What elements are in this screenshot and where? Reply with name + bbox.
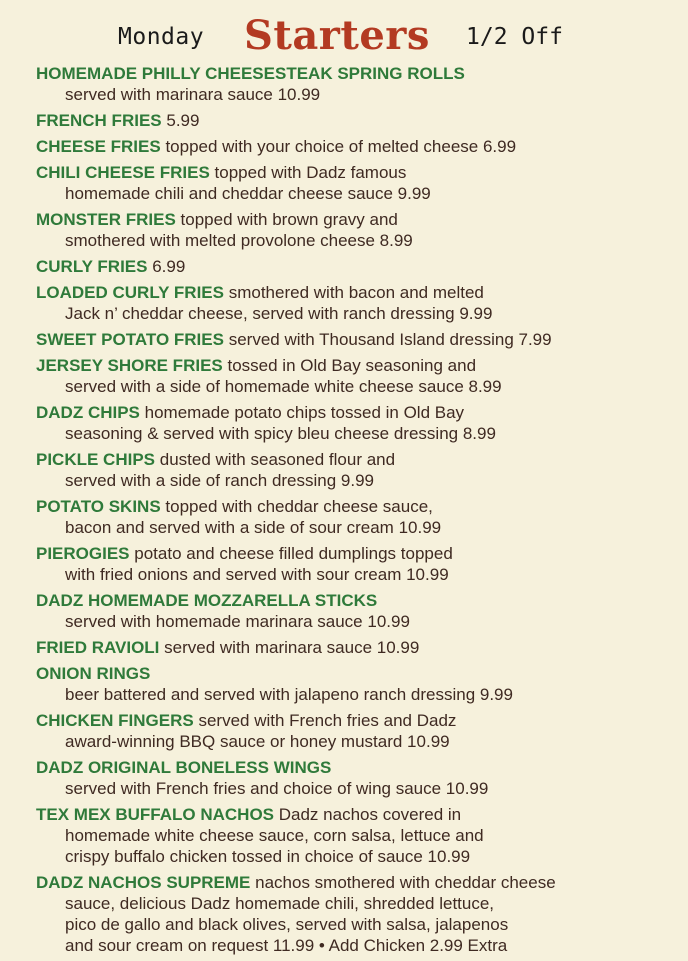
menu-item-first-line — [36, 710, 676, 731]
menu-item-description-line: and sour cream on request 11.99 • Add Chicken 2.99 Extra — [65, 936, 508, 955]
menu-item-description-line: served with a side of ranch dressing 9.99 — [65, 471, 375, 490]
menu-item-first-line — [36, 543, 676, 564]
menu-item-description: topped with your choice of melted cheese 6.99 — [165, 137, 517, 156]
menu-item-first-line — [36, 872, 676, 893]
menu-item — [36, 209, 676, 251]
menu-item-description: dusted with seasoned flour and — [159, 450, 396, 469]
menu-item — [36, 496, 676, 538]
menu-item — [36, 757, 676, 799]
menu-item-first-line — [36, 162, 676, 183]
menu-item-description: potato and cheese filled dumplings topped — [134, 544, 453, 563]
menu-item-first-line — [36, 402, 676, 423]
menu-item-name: DADZ NACHOS SUPREME — [36, 873, 251, 892]
menu-item-description-line: pico de gallo and black olives, served with salsa, jalapenos — [65, 915, 509, 934]
menu-item — [36, 110, 676, 131]
menu-item — [36, 872, 676, 956]
menu-item-name: CHILI CHEESE FRIES — [36, 163, 210, 182]
menu-item-description: 5.99 — [166, 111, 200, 130]
menu-item-description-line: crispy buffalo chicken tossed in choice of sauce 10.99 — [65, 847, 471, 866]
menu-item-name: PICKLE CHIPS — [36, 450, 156, 469]
menu-header — [0, 10, 688, 62]
menu-item-description-line: sauce, delicious Dadz homemade chili, shredded lettuce, — [65, 894, 495, 913]
menu-item — [36, 136, 676, 157]
menu-item-name: SWEET POTATO FRIES — [36, 330, 224, 349]
menu-item-description-line: smothered with melted provolone cheese 8.99 — [65, 231, 413, 250]
menu-item — [36, 355, 676, 397]
menu-item-first-line — [36, 663, 676, 684]
menu-item-description-line: Jack n’ cheddar cheese, served with ranch dressing 9.99 — [65, 304, 493, 323]
menu-item-name: CHICKEN FINGERS — [36, 711, 194, 730]
menu-item-description-line: award-winning BBQ sauce or honey mustard 10.99 — [65, 732, 450, 751]
menu-item-name: LOADED CURLY FRIES — [36, 283, 224, 302]
menu-item-name: DADZ ORIGINAL BONELESS WINGS — [36, 758, 332, 777]
menu-item — [36, 329, 676, 350]
discount-label: 1/2 Off — [466, 24, 563, 50]
menu-item-description-line: served with marinara sauce 10.99 — [65, 85, 321, 104]
menu-item — [36, 637, 676, 658]
menu-item — [36, 402, 676, 444]
menu-item-description: 6.99 — [152, 257, 186, 276]
menu-item-description-line: homemade white cheese sauce, corn salsa, lettuce and — [65, 826, 484, 845]
menu-item-description-line: served with homemade marinara sauce 10.99 — [65, 612, 410, 631]
menu-item-name: DADZ HOMEMADE MOZZARELLA STICKS — [36, 591, 378, 610]
menu-item-description-line: served with French fries and choice of wing sauce 10.99 — [65, 779, 489, 798]
menu-item-name: FRIED RAVIOLI — [36, 638, 160, 657]
menu-item-name: HOMEMADE PHILLY CHEESESTEAK SPRING ROLLS — [36, 64, 465, 83]
menu-item-name: CURLY FRIES — [36, 257, 148, 276]
menu-item-description: Dadz nachos covered in — [278, 805, 462, 824]
menu-item-name: POTATO SKINS — [36, 497, 161, 516]
menu-item-description: nachos smothered with cheddar cheese — [255, 873, 556, 892]
menu-item-name: CHEESE FRIES — [36, 137, 161, 156]
menu-item — [36, 162, 676, 204]
menu-item-description-line: bacon and served with a side of sour cream 10.99 — [65, 518, 442, 537]
menu-item-first-line — [36, 637, 676, 658]
menu-item-name: MONSTER FRIES — [36, 210, 176, 229]
menu-item-first-line — [36, 282, 676, 303]
menu-item — [36, 63, 676, 105]
menu-item-first-line — [36, 496, 676, 517]
menu-item — [36, 282, 676, 324]
menu-item — [36, 543, 676, 585]
section-title: Starters — [244, 12, 430, 59]
menu-item-description-line: with fried onions and served with sour cream 10.99 — [65, 565, 449, 584]
menu-item-first-line — [36, 256, 676, 277]
menu-item — [36, 590, 676, 632]
menu-item-description-line: seasoning & served with spicy bleu cheese dressing 8.99 — [65, 424, 496, 443]
menu-item-description: smothered with bacon and melted — [228, 283, 484, 302]
menu-item-first-line — [36, 804, 676, 825]
menu-item-description: served with French fries and Dadz — [198, 711, 457, 730]
menu-item-name: FRENCH FRIES — [36, 111, 162, 130]
menu-item — [36, 449, 676, 491]
menu-item-first-line — [36, 757, 676, 778]
menu-item-description: topped with cheddar cheese sauce, — [165, 497, 433, 516]
menu-item — [36, 256, 676, 277]
menu-item-description: homemade potato chips tossed in Old Bay — [144, 403, 465, 422]
menu-item-description-line: beer battered and served with jalapeno ranch dressing 9.99 — [65, 685, 513, 704]
menu-item-name: DADZ CHIPS — [36, 403, 140, 422]
menu-item-first-line — [36, 136, 676, 157]
menu-item-description-line: served with a side of homemade white cheese sauce 8.99 — [65, 377, 502, 396]
menu-item-description-line: homemade chili and cheddar cheese sauce 9.99 — [65, 184, 431, 203]
menu-item — [36, 663, 676, 705]
menu-item-description: topped with Dadz famous — [214, 163, 407, 182]
menu-item-first-line — [36, 209, 676, 230]
menu-item-first-line — [36, 329, 676, 350]
menu-item-first-line — [36, 590, 676, 611]
menu-item-description: served with marinara sauce 10.99 — [164, 638, 420, 657]
menu-item-name: ONION RINGS — [36, 664, 151, 683]
menu-item-description: tossed in Old Bay seasoning and — [227, 356, 477, 375]
menu-item — [36, 804, 676, 867]
menu-item-first-line — [36, 110, 676, 131]
menu-item-first-line — [36, 63, 676, 84]
menu-item-description: topped with brown gravy and — [180, 210, 398, 229]
menu-item-name: JERSEY SHORE FRIES — [36, 356, 223, 375]
menu-item-first-line — [36, 355, 676, 376]
menu-item-list — [36, 63, 676, 961]
menu-item-name: TEX MEX BUFFALO NACHOS — [36, 805, 275, 824]
day-label: Monday — [118, 24, 205, 50]
menu-item — [36, 710, 676, 752]
menu-item-description: served with Thousand Island dressing 7.99 — [228, 330, 552, 349]
menu-item-name: PIEROGIES — [36, 544, 130, 563]
menu-item-first-line — [36, 449, 676, 470]
